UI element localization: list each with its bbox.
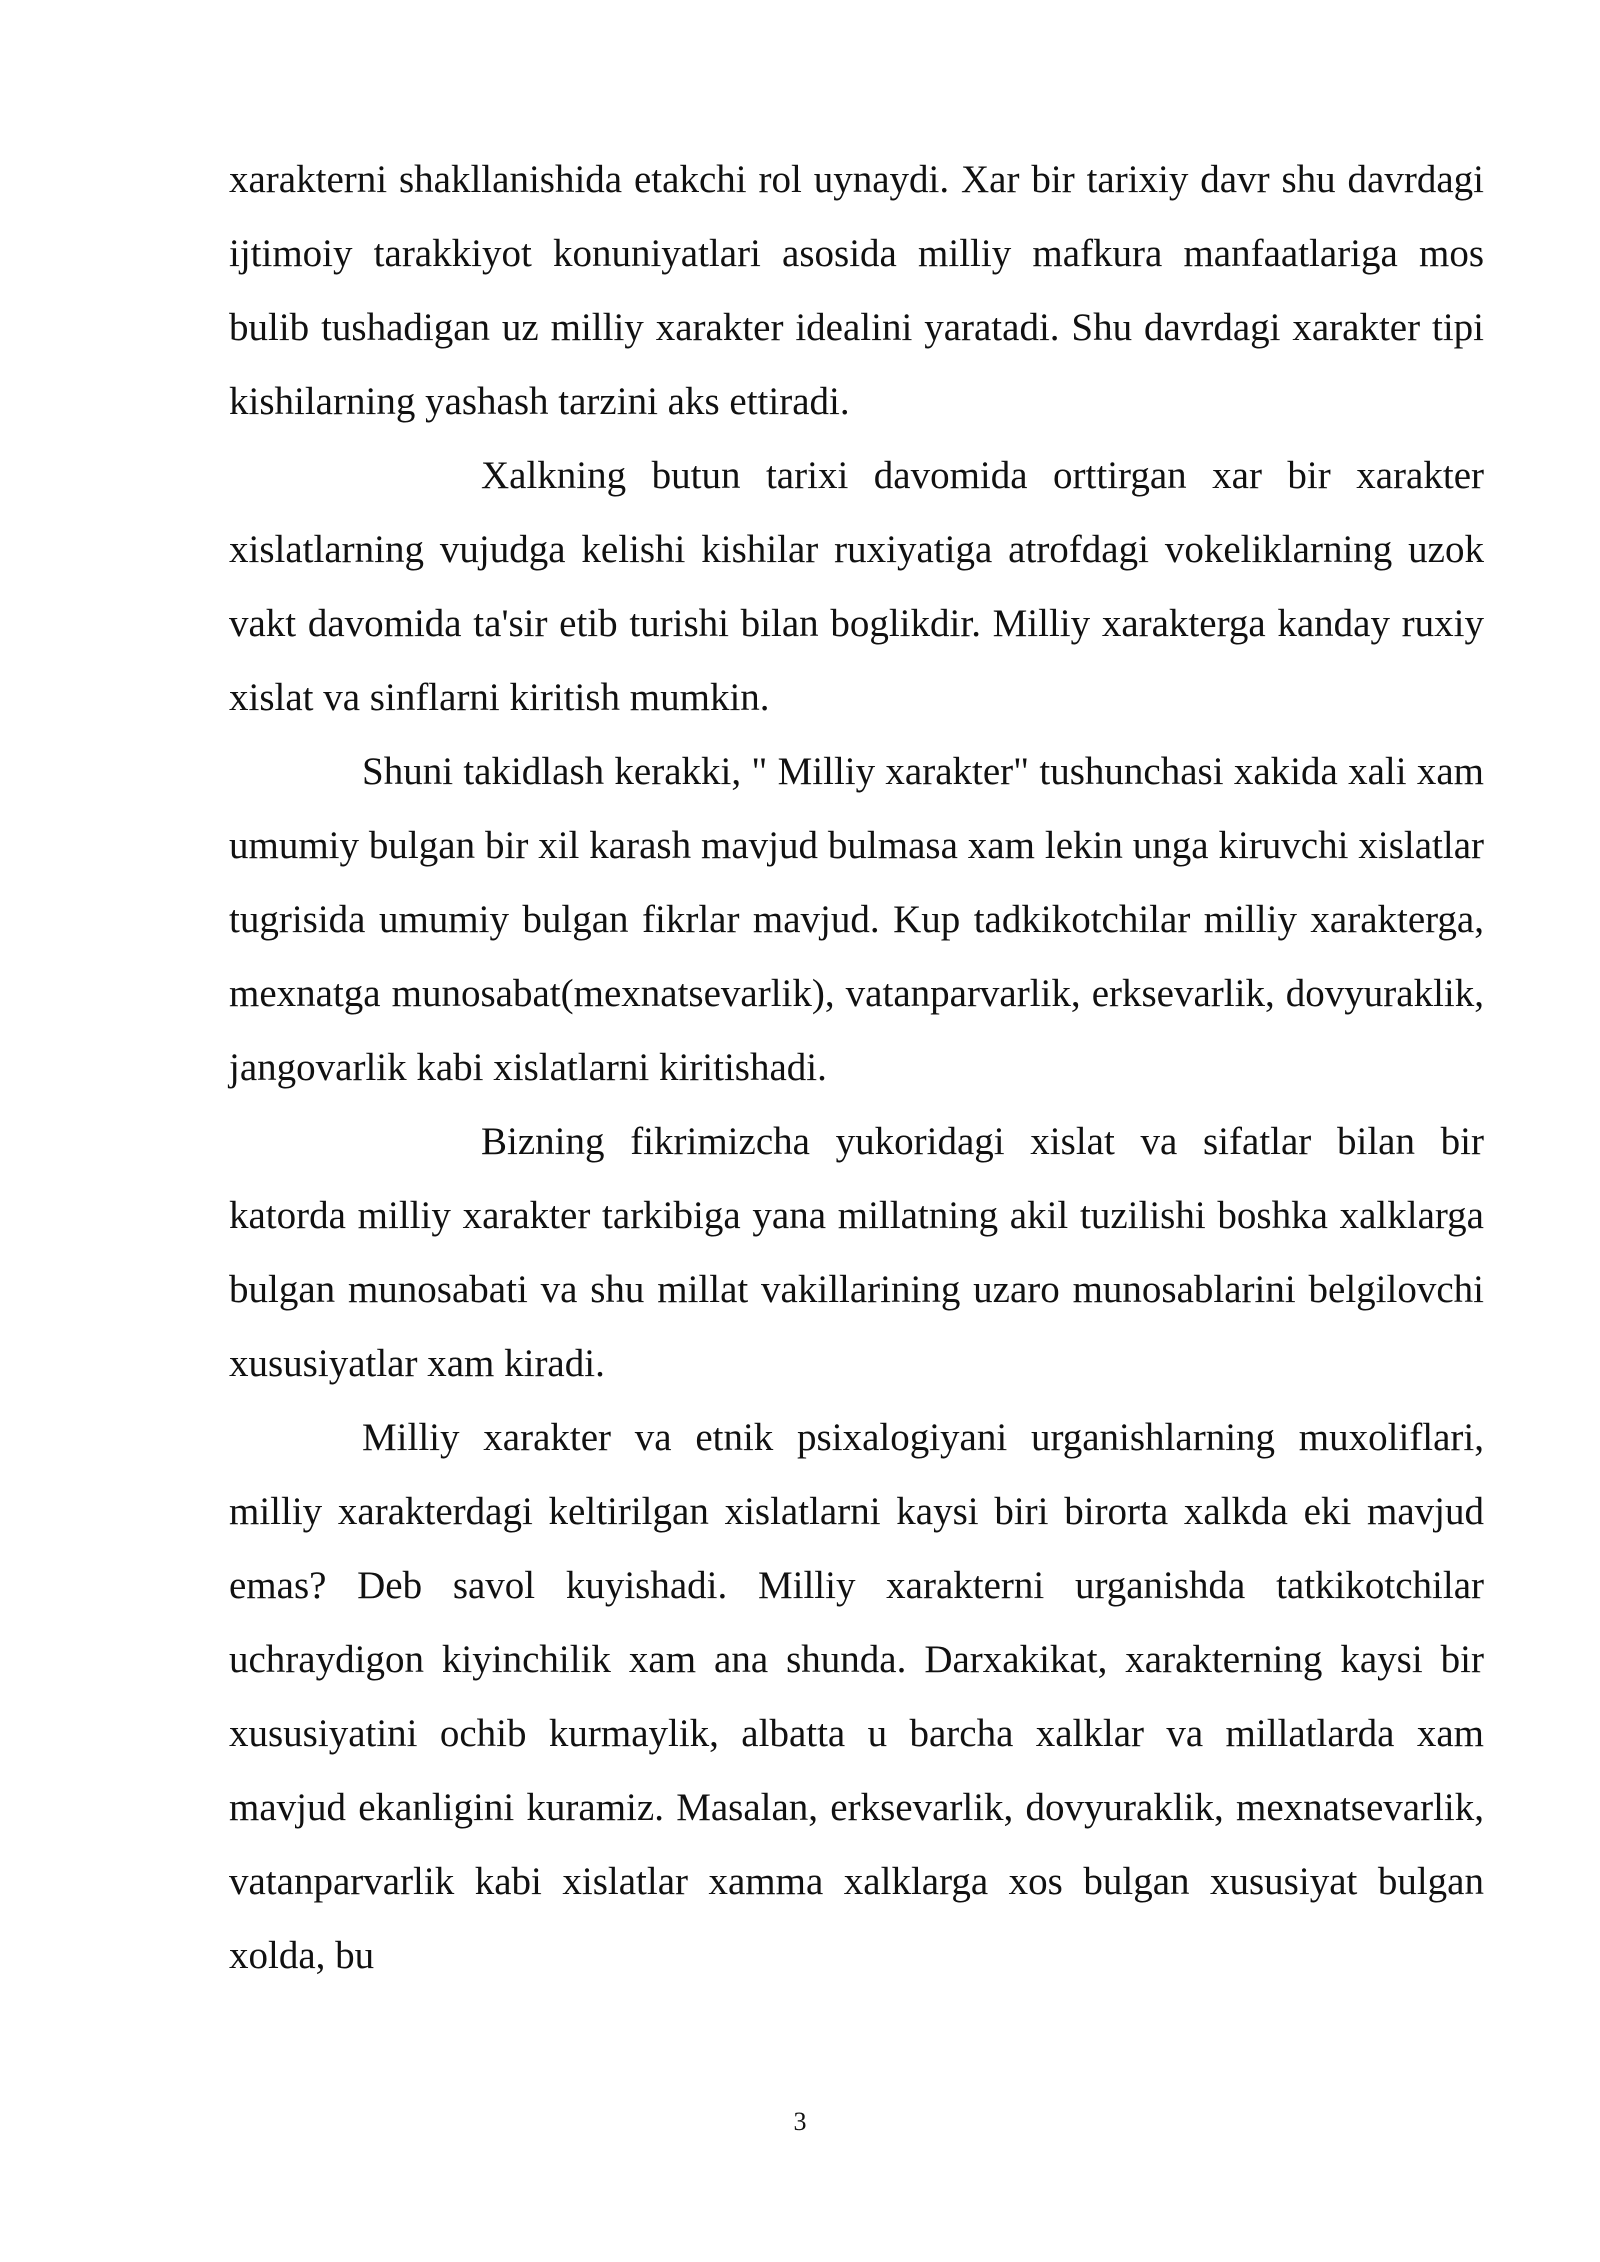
paragraph-5: Milliy xarakter va etnik psixalogiyani urganishlarning muxoliflari, milliy xarakterdagi keltirilgan xislatlarni kaysi biri birorta xalkda eki mavjud emas? Deb savol kuyishadi. Milliy xarakterni urganishda tatkikotchilar uchraydigon kiyinchilik xam ana shunda. Darxakikat, xarakterning kaysi bir xususiyatini ochib kurmaylik, albatta u barcha xalklar va millatlarda xam mavjud ekanligini kuramiz. Masalan, erksevarlik, dovyuraklik, mexnatsevarlik, vatanparvarlik kabi xislatlar xamma xalklarga xos bulgan xususiyat bulgan xolda, bu bbox=[229, 1416, 1484, 1977]
paragraph-4: Bizning fikrimizcha yukoridagi xislat va sifatlar bilan bir katorda milliy xarakter tarkibiga yana millatning akil tuzilishi boshka xalklarga bulgan munosabati va shu millat vakillarining uzaro munosablarini belgilovchi xususiyatlar xam kiradi. bbox=[229, 1120, 1484, 1385]
paragraph-3: Shuni takidlash kerakki, " Milliy xarakter" tushunchasi xakida xali xam umumiy bulgan bir xil karash mavjud bulmasa xam lekin unga kiruvchi xislatlar tugrisida umumiy bulgan fikrlar mavjud. Kup tadkikotchilar milliy xarakterga, mexnatga munosabat(mexnatsevarlik), vatanparvarlik, erksevarlik, dovyuraklik, jangovarlik kabi xislatlarni kiritishadi. bbox=[229, 750, 1484, 1089]
page-number: 3 bbox=[793, 2107, 807, 2136]
paragraph-1: xarakterni shakllanishida etakchi rol uynaydi. Xar bir tarixiy davr shu davrdagi ijtimoiy tarakkiyot konuniyatlari asosida milliy mafkura manfaatlariga mos bulib tushadigan uz milliy xarakter idealini yaratadi. Shu davrdagi xarakter tipi kishilarning yashash tarzini aks ettiradi. bbox=[229, 158, 1484, 423]
text-body bbox=[229, 143, 1484, 1993]
paragraph-2: Xalkning butun tarixi davomida orttirgan xar bir xarakter xislatlarning vujudga kelishi kishilar ruxiyatiga atrofdagi vokeliklarning uzok vakt davomida ta'sir etib turishi bilan boglikdir. Milliy xarakterga kanday ruxiy xislat va sinflarni kiritish mumkin. bbox=[229, 454, 1484, 719]
